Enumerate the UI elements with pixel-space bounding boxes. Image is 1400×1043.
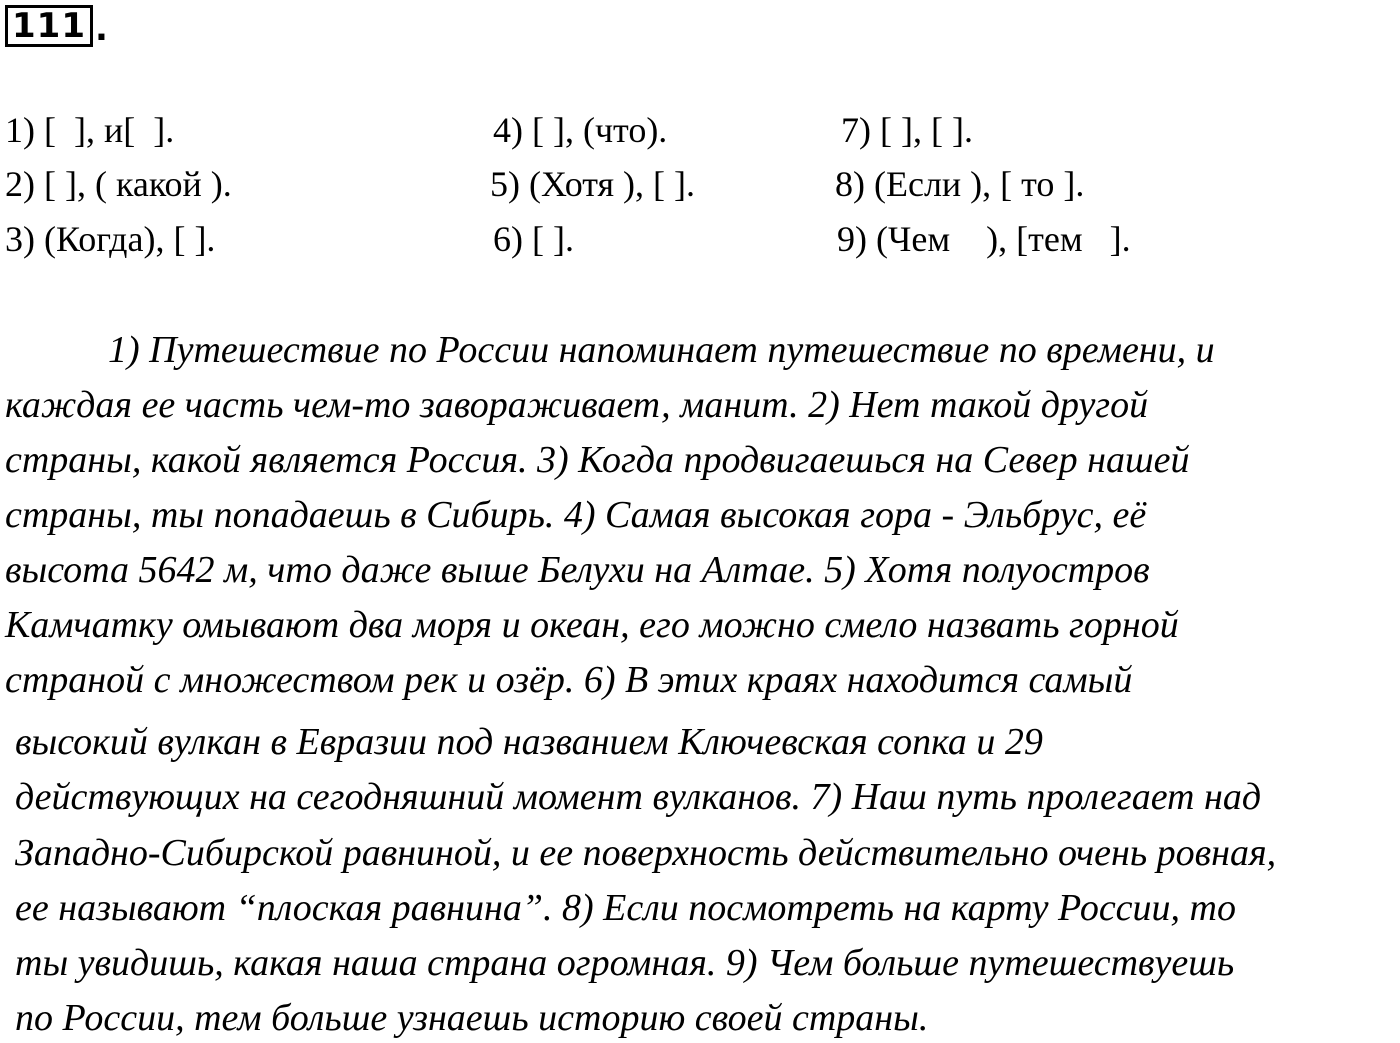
scheme-5: 5) (Хотя ), [ ]. [490,164,696,204]
text-line-2: каждая ее часть чем-то завораживает, манит. 2) Нет такой другой [5,384,1149,426]
text-line-10: Западно-Сибирской равниной, и ее поверхность действительно очень ровная, [15,832,1277,874]
text-line-5: высота 5642 м, что даже выше Белухи на Алтае. 5) Хотя полуостров [5,549,1150,591]
text-line-12: ты увидишь, какая наша страна огромная. 9) Чем больше путешествуешь [15,942,1235,984]
scheme-2: 2) [ ], ( какой ). [5,164,232,204]
scheme-1: 1) [ ], и[ ]. [5,110,175,150]
scheme-4: 4) [ ], (что). [493,110,668,150]
scheme-3: 3) (Когда), [ ]. [5,219,216,259]
task-number-dot: . [94,9,108,49]
text-line-3: страны, какой является Россия. 3) Когда продвигаешься на Север нашей [5,439,1190,481]
task-number-box: 111 [5,5,93,47]
text-line-8: высокий вулкан в Евразии под названием Ключевская сопка и 29 [15,721,1043,763]
text-line-4: страны, ты попадаешь в Сибирь. 4) Самая высокая гора - Эльбрус, её [5,494,1147,536]
scheme-7: 7) [ ], [ ]. [841,110,973,150]
scheme-6: 6) [ ]. [493,219,574,259]
text-line-9: действующих на сегодняшний момент вулканов. 7) Наш путь пролегает над [15,776,1262,818]
scheme-8: 8) (Если ), [ то ]. [835,164,1085,204]
text-line-11: ее называют “плоская равнина”. 8) Если посмотреть на карту России, то [15,887,1236,929]
text-line-7: страной с множеством рек и озёр. 6) В этих краях находится самый [5,659,1133,701]
text-line-6: Камчатку омывают два моря и океан, его можно смело назвать горной [5,604,1179,646]
text-line-13: по России, тем больше узнаешь историю своей страны. [15,997,929,1039]
task-number [5,5,108,47]
text-line-1: 1) Путешествие по России напоминает путешествие по времени, и [108,329,1215,371]
scheme-9: 9) (Чем ), [тем ]. [837,219,1131,259]
